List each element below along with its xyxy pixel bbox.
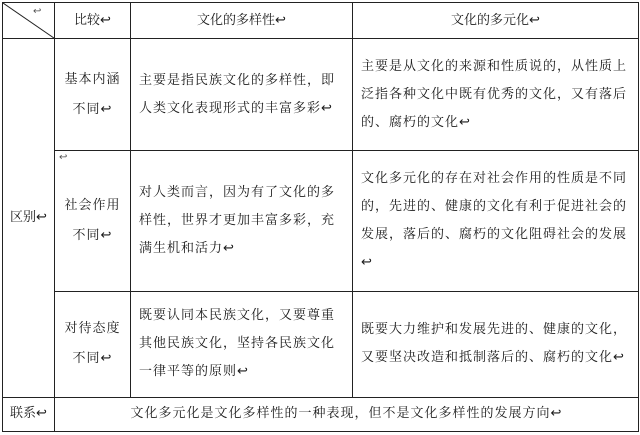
table-row	[3, 291, 639, 397]
group-label-cell	[3, 39, 55, 398]
aspect-label: 对待态度不同↩	[64, 321, 121, 367]
pluralism-text: 既要大力维护和发展先进的、健康的文化，又要坚决改造和抵制落后的、腐朽的文化↩	[361, 322, 628, 366]
diversity-cell	[131, 291, 353, 397]
aspect-pre-mark: ↩	[59, 152, 69, 164]
footer-row	[3, 397, 639, 431]
footer-text: 文化多元化是文化多样性的一种表现，但不是文化多样性的发展方向↩	[130, 406, 563, 422]
table-row	[3, 151, 639, 291]
header-row	[3, 3, 639, 39]
footer-label-cell	[3, 397, 55, 431]
diversity-text: 既要认同本民族文化，又要尊重其他民族文化，坚持各民族文化一律平等的原则↩	[139, 308, 336, 380]
corner-cell	[3, 3, 55, 39]
footer-label: 联系↩	[10, 406, 47, 422]
diversity-cell	[131, 151, 353, 291]
pluralism-text: 文化多元化的存在对社会作用的性质是不同的，先进的、健康的文化有利于促进社会的发展，落后的、腐朽的文化阻碍社会的发展↩	[361, 170, 628, 270]
header-diversity: 文化的多样性↩	[131, 3, 353, 39]
diversity-cell	[131, 39, 353, 151]
corner-diagonal	[3, 3, 54, 38]
aspect-label: 社会作用不同↩	[64, 197, 121, 243]
pluralism-text: 主要是从文化的来源和性质说的，从性质上泛指各种文化中既有优秀的文化，又有落后的、腐朽的文化↩	[361, 58, 628, 130]
footer-text-cell	[55, 397, 639, 431]
aspect-cell	[55, 151, 131, 291]
corner-mark: ↩	[33, 6, 42, 17]
header-pluralism: 文化的多元化↩	[353, 3, 639, 39]
table-row	[3, 39, 639, 151]
header-compare: 比较↩	[55, 3, 131, 39]
diversity-text: 对人类而言，因为有了文化的多样性，世界才更加丰富多彩，充满生机和活力↩	[139, 184, 336, 256]
aspect-label: 基本内涵不同↩	[64, 71, 121, 117]
diversity-text: 主要是指民族文化的多样性，即人类文化表现形式的丰富多彩↩	[139, 72, 336, 116]
aspect-cell	[55, 291, 131, 397]
pluralism-cell	[353, 291, 639, 397]
pluralism-cell	[353, 151, 639, 291]
pluralism-cell	[353, 39, 639, 151]
group-label: 区别↩	[10, 209, 47, 225]
comparison-table	[2, 2, 639, 432]
aspect-cell	[55, 39, 131, 151]
